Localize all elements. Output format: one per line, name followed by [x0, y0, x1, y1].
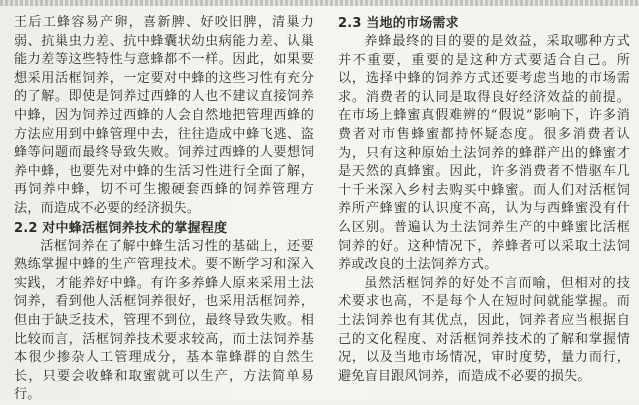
right-paragraph-1: 养蜂最终的目的要的是效益，采取哪种方式并不重要，重要的是这种方式要适合自己。所以，选择中蜂的饲养方式还要考虑当地的市场需求。消费者的认同是取得良好经济效益的前提。在市场上蜂蜜真假难辨的“假说”影响下，许多消费者对市售蜂蜜都持怀疑态度。很多消费者认为，只有这种原始土法饲养的蜂群产出的蜂蜜才是天然的真蜂蜜。因此，许多消费者不惜驱车几十千米深入乡村去购买中蜂蜜。而人们对活框饲养所产蜂蜜的认识度不高，认为与西蜂蜜没有什么区别。普遍认为土法饲养生产的中蜂蜜比活框饲养的好。这种情况下，养蜂者可以采取土法饲养或改良的土法饲养方式。 — [338, 34, 630, 273]
left-paragraph-1: 王后工蜂容易产卵，喜新脾、好咬旧脾，清巢力弱、抗巢虫力差、抗中蜂囊状幼虫病能力差、认巢能力差等这些特性与意蜂都不一样。因此，如果要想采用活框饲养，一定要对中蜂的这些习性有充分的了解。即使是饲养过西蜂的人也不建议直接饲养中蜂，因为饲养过西蜂的人会自然地把管理西蜂的方法应用到中蜂管理中去，往往造成中蜂飞逃、盗蜂等问题而最终导致失败。饲养过西蜂的人要想饲养中蜂，也要先对中蜂的生活习性进行全面了解，再饲养中蜂，切不可生搬硬套西蜂的饲养管理方法，而造成不必要的经济损失。 — [14, 15, 314, 216]
left-paragraph-2: 活框饲养在了解中蜂生活习性的基础上，还要熟练掌握中蜂的生产管理技术。要不断学习和深入实践，才能养好中蜂。有许多养蜂人原来采用土法饲养，看到他人活框饲养很好，也采用活框饲养，但由于缺乏技术，管理不到位，最终导致失败。相比较而言，活框饲养技术要求较高，而土法饲养基本很少掺杂人工管理成分，基本靠蜂群的自然生长，只要会收蜂和取蜜就可以生产，方法简单易行。 — [14, 238, 314, 403]
right-paragraph-2: 虽然活框饲养的好处不言而喻，但相对的技术要求也高，不是每个人在短时间就能掌握。而土法饲养也有其优点，因此，饲养者应当根据自己的文化程度、对活框饲养技术的了解和掌握情况，以及当地市场情况，审时度势，量力而行，避免盲目跟风饲养，而造成不必要的损失。 — [338, 275, 630, 384]
page-top-border — [0, 0, 639, 6]
left-column — [14, 14, 314, 405]
section-heading-2-3: 2.3 当地的市场需求 — [338, 16, 459, 31]
section-heading-2-2: 2.2 对中蜂活框饲养技术的掌握程度 — [14, 220, 228, 236]
right-column — [338, 14, 630, 386]
